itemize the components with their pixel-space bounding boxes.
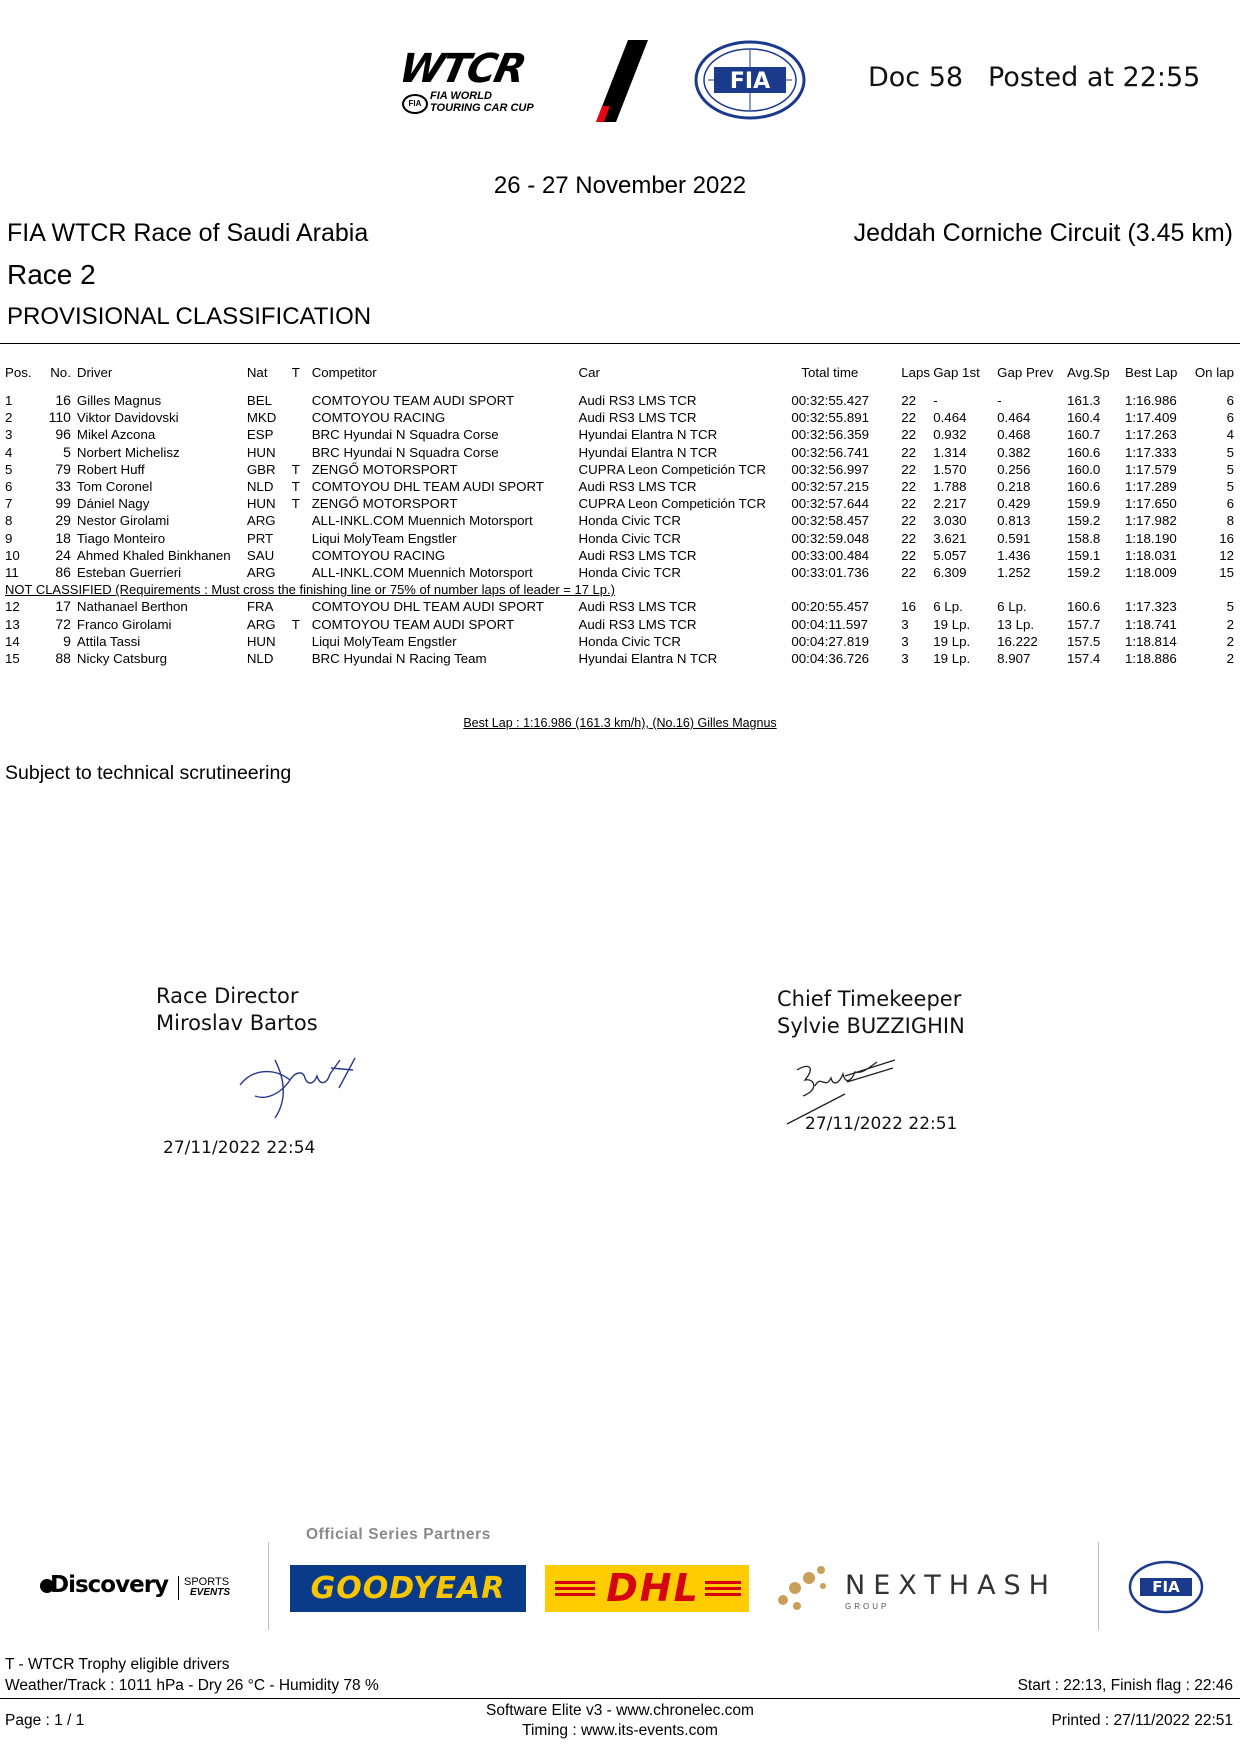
- cell-best-lap: 1:18.886: [1124, 651, 1177, 667]
- cell-nat: BEL: [246, 393, 272, 408]
- doc-number: Doc 58: [868, 62, 964, 93]
- cell-laps: 22: [901, 410, 917, 426]
- cell-on-lap: 5: [1226, 479, 1234, 495]
- cell-avg-speed: 157.5: [1067, 633, 1101, 649]
- trophy-note: T - WTCR Trophy eligible drivers: [5, 1656, 230, 1673]
- cell-t: [292, 530, 312, 547]
- partners-label: Official Series Partners: [306, 1526, 491, 1543]
- cell-driver: Robert Huff: [76, 461, 145, 477]
- cell-on-lap: 5: [1226, 599, 1234, 615]
- cell-competitor: COMTOYOU RACING: [311, 547, 446, 563]
- cell-laps: 16: [901, 599, 917, 615]
- cell-t: [292, 598, 312, 615]
- table-row: [0, 512, 1240, 529]
- nexthash-sub: GROUP: [845, 1602, 890, 1611]
- col-gap-1st: Gap 1st: [933, 365, 980, 380]
- col-total-time: Total time: [801, 365, 859, 380]
- col-nat: Nat: [246, 365, 268, 380]
- table-row: [0, 495, 1240, 512]
- fia-mini-badge: FIA: [402, 94, 428, 114]
- cell-competitor: BRC Hyundai N Squadra Corse: [311, 444, 499, 460]
- nexthash-wordmark: NEXTHASH: [845, 1570, 1057, 1601]
- cell-pos: 11: [5, 565, 19, 581]
- cell-avg-speed: 159.1: [1067, 547, 1101, 563]
- header-divider: [0, 343, 1240, 344]
- cell-gap-1st: 19 Lp.: [933, 651, 971, 667]
- weather-info: Weather/Track : 1011 hPa - Dry 26 °C - Humidity 78 %: [5, 1677, 379, 1694]
- cell-on-lap: 2: [1226, 651, 1234, 667]
- cell-total-time: 00:32:56.359: [791, 427, 870, 443]
- cell-pos: 5: [5, 461, 13, 477]
- cell-gap-prev: 1.252: [997, 565, 1031, 581]
- cell-no: 110: [48, 409, 71, 426]
- best-lap-summary: Best Lap : 1:16.986 (161.3 km/h), (No.16) Gilles Magnus: [463, 716, 777, 730]
- race-director-name: Miroslav Bartos: [156, 1011, 318, 1035]
- cell-competitor: BRC Hyundai N Racing Team: [311, 651, 487, 667]
- cell-avg-speed: 160.0: [1067, 461, 1101, 477]
- col-best-lap: Best Lap: [1124, 365, 1178, 380]
- cell-pos: 7: [5, 496, 13, 512]
- cell-gap-1st: 3.030: [933, 513, 967, 529]
- cell-car: Hyundai Elantra N TCR: [578, 427, 718, 443]
- col-driver: Driver: [76, 365, 113, 380]
- fia-logo: [694, 40, 806, 120]
- cell-pos: 9: [5, 530, 13, 546]
- cell-on-lap: 2: [1226, 616, 1234, 632]
- col-on-lap: On lap: [1194, 365, 1234, 380]
- cell-best-lap: 1:17.409: [1124, 410, 1177, 426]
- cell-t: [292, 650, 312, 667]
- cell-avg-speed: 159.2: [1067, 513, 1101, 529]
- classified-rows: [0, 392, 1240, 581]
- cell-nat: NLD: [246, 651, 274, 667]
- not-classified-header: [0, 581, 1240, 598]
- start-finish-times: Start : 22:13, Finish flag : 22:46: [1017, 1677, 1233, 1694]
- cell-competitor: Liqui MolyTeam Engstler: [311, 530, 457, 546]
- cell-gap-1st: 1.570: [933, 461, 967, 477]
- cell-best-lap: 1:17.333: [1124, 444, 1177, 460]
- timing-credit: Timing : www.its-events.com: [522, 1722, 718, 1739]
- race-director-title: Race Director: [156, 984, 299, 1008]
- cell-laps: 22: [901, 513, 917, 529]
- fia-footer-logo-text: FIA: [1152, 1578, 1180, 1596]
- col-t: T: [291, 365, 300, 380]
- cell-gap-prev: 1.436: [997, 547, 1031, 563]
- printed-time: Printed : 27/11/2022 22:51: [1051, 1712, 1233, 1729]
- fia-footer-logo: [1128, 1560, 1204, 1614]
- cell-gap-prev: 8.907: [997, 651, 1031, 667]
- cell-best-lap: 1:18.031: [1124, 547, 1177, 563]
- fia-logo-text: FIA: [729, 69, 771, 94]
- cell-on-lap: 4: [1226, 427, 1234, 443]
- table-row: [0, 444, 1240, 461]
- classification-title: PROVISIONAL CLASSIFICATION: [7, 303, 372, 330]
- discovery-sub-1: SPORTS: [184, 1576, 230, 1588]
- cell-avg-speed: 157.4: [1067, 651, 1101, 667]
- dhl-logo: [545, 1565, 749, 1612]
- table-row: [0, 633, 1240, 650]
- cell-competitor: COMTOYOU DHL TEAM AUDI SPORT: [311, 479, 544, 495]
- cell-gap-1st: 1.788: [933, 479, 967, 495]
- cell-best-lap: 1:18.741: [1124, 616, 1177, 632]
- event-dates: 26 - 27 November 2022: [493, 172, 747, 199]
- cell-t: [292, 444, 312, 461]
- cell-best-lap: 1:17.650: [1124, 496, 1177, 512]
- cell-competitor: Liqui MolyTeam Engstler: [311, 633, 457, 649]
- table-row: [0, 461, 1240, 478]
- cell-gap-prev: 6 Lp.: [997, 599, 1027, 615]
- col-gap-prev: Gap Prev: [997, 365, 1054, 380]
- cell-best-lap: 1:17.323: [1124, 599, 1177, 615]
- cell-competitor: COMTOYOU DHL TEAM AUDI SPORT: [311, 599, 544, 615]
- col-laps: Laps: [901, 365, 931, 380]
- cell-t: [292, 426, 312, 443]
- table-row: [0, 547, 1240, 564]
- cell-t: [292, 392, 312, 409]
- cell-gap-prev: -: [997, 393, 1002, 408]
- cell-laps: 22: [901, 565, 917, 581]
- cell-driver: Esteban Guerrieri: [76, 565, 182, 581]
- cell-best-lap: 1:17.579: [1124, 461, 1177, 477]
- discovery-wordmark: Discovery: [50, 1572, 169, 1598]
- cell-on-lap: 8: [1226, 513, 1234, 529]
- cell-best-lap: 1:16.986: [1124, 393, 1177, 408]
- cell-no: 79: [55, 460, 71, 477]
- cell-nat: ARG: [246, 565, 276, 581]
- cell-gap-prev: 16.222: [997, 633, 1038, 649]
- cell-car: Audi RS3 LMS TCR: [578, 410, 697, 426]
- cell-nat: HUN: [246, 444, 276, 460]
- cell-nat: PRT: [246, 530, 274, 546]
- cell-car: Audi RS3 LMS TCR: [578, 599, 697, 615]
- software-credit: Software Elite v3 - www.chronelec.com: [486, 1702, 754, 1719]
- cell-competitor: ALL-INKL.COM Muennich Motorsport: [311, 513, 533, 529]
- cell-no: 17: [55, 598, 71, 615]
- cell-laps: 22: [901, 444, 917, 460]
- partner-separator-right: [1098, 1542, 1099, 1630]
- cell-gap-1st: 0.464: [933, 410, 967, 426]
- wtcr-wordmark: WTCR: [395, 46, 529, 92]
- cell-t: [292, 633, 312, 650]
- cell-car: Audi RS3 LMS TCR: [578, 393, 697, 408]
- cell-t: [292, 564, 312, 581]
- cell-gap-prev: 0.468: [997, 427, 1031, 443]
- cell-gap-prev: 0.256: [997, 461, 1031, 477]
- cell-laps: 3: [901, 616, 909, 632]
- goodyear-logo: [290, 1565, 526, 1612]
- race-title: Race 2: [7, 259, 96, 290]
- cell-gap-1st: 5.057: [933, 547, 967, 563]
- cell-gap-1st: 2.217: [933, 496, 967, 512]
- cell-pos: 12: [5, 599, 20, 615]
- cell-nat: NLD: [246, 479, 274, 495]
- cell-gap-prev: 13 Lp.: [997, 616, 1035, 632]
- cell-gap-1st: 6 Lp.: [933, 599, 963, 615]
- cell-driver: Nathanael Berthon: [76, 599, 188, 615]
- cell-best-lap: 1:17.263: [1124, 427, 1177, 443]
- cell-gap-prev: 0.464: [997, 410, 1031, 426]
- cell-total-time: 00:04:27.819: [791, 633, 870, 649]
- wtcr-stripe-mark: [590, 38, 650, 124]
- cell-no: 16: [55, 392, 71, 408]
- goodyear-wordmark: GOODYEAR: [310, 1571, 506, 1606]
- cell-on-lap: 6: [1226, 496, 1234, 512]
- cell-competitor: BRC Hyundai N Squadra Corse: [311, 427, 499, 443]
- cell-no: 18: [55, 529, 71, 546]
- cell-nat: HUN: [246, 633, 276, 649]
- cell-laps: 3: [901, 651, 909, 667]
- cell-t: [292, 547, 312, 564]
- cell-best-lap: 1:17.982: [1124, 513, 1177, 529]
- cell-car: Hyundai Elantra N TCR: [578, 651, 718, 667]
- cell-gap-prev: 0.591: [997, 530, 1031, 546]
- cell-avg-speed: 159.2: [1067, 565, 1101, 581]
- cell-no: 5: [63, 443, 71, 460]
- cell-total-time: 00:33:00.484: [791, 547, 870, 563]
- table-row: [0, 478, 1240, 495]
- timekeeper-title: Chief Timekeeper: [777, 987, 962, 1011]
- cell-pos: 13: [5, 616, 20, 632]
- cell-car: Audi RS3 LMS TCR: [578, 479, 697, 495]
- cell-gap-prev: 0.218: [997, 479, 1031, 495]
- not-classified-label: NOT CLASSIFIED (Requirements : Must cross the finishing line or 75% of number laps of leader = 17 Lp.): [5, 582, 615, 598]
- cell-no: 88: [55, 650, 71, 667]
- cell-gap-1st: 1.314: [933, 444, 967, 460]
- circuit-name: Jeddah Corniche Circuit (3.45 km): [853, 219, 1233, 247]
- cell-total-time: 00:04:36.726: [791, 651, 870, 667]
- cell-car: Honda Civic TCR: [578, 565, 681, 581]
- discovery-divider: [178, 1576, 179, 1600]
- race-director-date: 27/11/2022 22:54: [163, 1138, 316, 1158]
- cell-t: T: [291, 616, 300, 632]
- cell-laps: 22: [901, 530, 917, 546]
- table-row: [0, 426, 1240, 443]
- cell-total-time: 00:32:55.427: [791, 393, 870, 408]
- cell-competitor: COMTOYOU TEAM AUDI SPORT: [311, 393, 515, 408]
- cell-no: 72: [55, 615, 71, 632]
- cell-pos: 14: [5, 633, 20, 649]
- dhl-wordmark: DHL: [606, 1566, 700, 1610]
- col-avg-speed: Avg.Sp: [1067, 365, 1110, 380]
- cell-gap-prev: 0.429: [997, 496, 1031, 512]
- cell-pos: 2: [5, 410, 13, 426]
- cell-nat: ARG: [246, 513, 276, 529]
- cell-pos: 3: [5, 427, 13, 443]
- cell-total-time: 00:32:55.891: [791, 410, 870, 426]
- cell-driver: Tom Coronel: [76, 479, 153, 495]
- cell-best-lap: 1:17.289: [1124, 479, 1177, 495]
- cell-total-time: 00:20:55.457: [791, 599, 870, 615]
- posted-time: Posted at 22:55: [988, 62, 1201, 93]
- dhl-stripes-right: [705, 1581, 741, 1584]
- table-header-row: [0, 364, 1240, 392]
- race-director-signature: [235, 1040, 365, 1122]
- cell-pos: 10: [5, 547, 20, 563]
- col-competitor: Competitor: [311, 365, 377, 380]
- not-classified-rows: [0, 598, 1240, 667]
- cell-avg-speed: 159.9: [1067, 496, 1101, 512]
- cell-laps: 22: [901, 496, 917, 512]
- cell-car: Audi RS3 LMS TCR: [578, 547, 697, 563]
- cell-competitor: ALL-INKL.COM Muennich Motorsport: [311, 565, 533, 581]
- cell-car: Hyundai Elantra N TCR: [578, 444, 718, 460]
- cell-on-lap: 6: [1226, 393, 1234, 408]
- cell-total-time: 00:33:01.736: [791, 565, 870, 581]
- cell-no: 86: [55, 564, 71, 581]
- cell-t: T: [291, 461, 300, 477]
- cell-laps: 22: [901, 393, 917, 408]
- cell-avg-speed: 161.3: [1067, 393, 1101, 408]
- cell-on-lap: 12: [1219, 547, 1234, 563]
- cell-driver: Mikel Azcona: [76, 427, 156, 443]
- cell-nat: MKD: [246, 410, 277, 426]
- wtcr-logo: [395, 46, 565, 118]
- cell-avg-speed: 160.6: [1067, 444, 1101, 460]
- cell-pos: 1: [5, 393, 13, 408]
- cell-on-lap: 2: [1226, 633, 1234, 649]
- cell-t: [292, 409, 312, 426]
- cell-no: 96: [55, 426, 71, 443]
- cell-pos: 8: [5, 513, 13, 529]
- cell-avg-speed: 160.7: [1067, 427, 1101, 443]
- event-title: FIA WTCR Race of Saudi Arabia: [7, 219, 369, 247]
- cell-laps: 22: [901, 427, 917, 443]
- cell-on-lap: 15: [1219, 565, 1234, 581]
- cell-competitor: ZENGŐ MOTORSPORT: [311, 496, 458, 512]
- cell-gap-1st: 19 Lp.: [933, 633, 971, 649]
- cell-no: 9: [63, 632, 71, 649]
- cell-driver: Ahmed Khaled Binkhanen: [76, 547, 231, 563]
- cell-nat: SAU: [246, 547, 275, 563]
- dhl-stripes: [555, 1581, 595, 1584]
- table-row: [0, 409, 1240, 426]
- cell-total-time: 00:32:58.457: [791, 513, 870, 529]
- cell-driver: Nestor Girolami: [76, 513, 170, 529]
- cell-car: Honda Civic TCR: [578, 633, 681, 649]
- table-row: [0, 650, 1240, 667]
- cell-pos: 6: [5, 479, 13, 495]
- cell-laps: 22: [901, 461, 917, 477]
- footer-divider: [0, 1698, 1240, 1699]
- scrutineering-note: Subject to technical scrutineering: [5, 762, 292, 784]
- cell-total-time: 00:04:11.597: [791, 616, 869, 632]
- timekeeper-date: 27/11/2022 22:51: [805, 1114, 958, 1134]
- cell-on-lap: 6: [1226, 410, 1234, 426]
- cell-laps: 22: [901, 547, 917, 563]
- cell-laps: 3: [901, 633, 909, 649]
- cell-total-time: 00:32:57.215: [791, 479, 870, 495]
- wtcr-sub-line-1: FIA WORLD: [430, 90, 492, 102]
- cell-driver: Nicky Catsburg: [76, 651, 168, 667]
- cell-driver: Norbert Michelisz: [76, 444, 180, 460]
- cell-competitor: COMTOYOU RACING: [311, 410, 446, 426]
- cell-pos: 15: [5, 651, 20, 667]
- cell-on-lap: 5: [1226, 444, 1234, 460]
- cell-car: Honda Civic TCR: [578, 530, 681, 546]
- cell-best-lap: 1:18.009: [1124, 565, 1177, 581]
- cell-avg-speed: 157.7: [1067, 616, 1101, 632]
- cell-gap-1st: -: [933, 393, 938, 408]
- cell-car: Audi RS3 LMS TCR: [578, 616, 697, 632]
- cell-avg-speed: 160.6: [1067, 599, 1101, 615]
- cell-best-lap: 1:18.190: [1124, 530, 1177, 546]
- cell-gap-prev: 0.813: [997, 513, 1031, 529]
- cell-driver: Dániel Nagy: [76, 496, 150, 512]
- cell-car: CUPRA Leon Competición TCR: [578, 461, 766, 477]
- page-number: Page : 1 / 1: [5, 1712, 85, 1729]
- cell-car: CUPRA Leon Competición TCR: [578, 496, 766, 512]
- table-row: [0, 564, 1240, 581]
- wtcr-sub-line-2: TOURING CAR CUP: [430, 102, 534, 114]
- cell-avg-speed: 158.8: [1067, 530, 1101, 546]
- cell-driver: Franco Girolami: [76, 616, 172, 632]
- col-no: No.: [50, 365, 71, 380]
- cell-gap-1st: 19 Lp.: [933, 616, 971, 632]
- cell-gap-1st: 6.309: [933, 565, 967, 581]
- cell-competitor: COMTOYOU TEAM AUDI SPORT: [311, 616, 515, 632]
- cell-nat: ESP: [246, 427, 274, 443]
- cell-car: Honda Civic TCR: [578, 513, 681, 529]
- cell-avg-speed: 160.4: [1067, 410, 1101, 426]
- discovery-sub-2: EVENTS: [190, 1587, 231, 1598]
- cell-no: 29: [55, 512, 71, 529]
- cell-total-time: 00:32:56.997: [791, 461, 870, 477]
- cell-no: 33: [55, 478, 71, 495]
- cell-no: 99: [55, 495, 71, 512]
- cell-t: T: [291, 479, 300, 495]
- cell-gap-1st: 3.621: [933, 530, 967, 546]
- results-table: [0, 364, 1240, 667]
- cell-driver: Viktor Davidovski: [76, 410, 179, 426]
- cell-driver: Attila Tassi: [76, 633, 141, 649]
- cell-on-lap: 5: [1226, 461, 1234, 477]
- cell-pos: 4: [5, 444, 13, 460]
- cell-on-lap: 16: [1219, 530, 1234, 546]
- cell-avg-speed: 160.6: [1067, 479, 1101, 495]
- cell-laps: 22: [901, 479, 917, 495]
- cell-competitor: ZENGŐ MOTORSPORT: [311, 461, 458, 477]
- nexthash-mark-icon: [775, 1562, 835, 1614]
- cell-driver: Gilles Magnus: [76, 393, 162, 408]
- table-row: [0, 616, 1240, 633]
- cell-best-lap: 1:18.814: [1124, 633, 1177, 649]
- col-car: Car: [578, 365, 600, 380]
- timekeeper-name: Sylvie BUZZIGHIN: [777, 1014, 965, 1038]
- cell-driver: Tiago Monteiro: [76, 530, 166, 546]
- nexthash-logo: [775, 1558, 1075, 1618]
- col-pos: Pos.: [5, 365, 32, 380]
- cell-no: 24: [55, 546, 71, 563]
- cell-t: T: [291, 496, 300, 512]
- cell-gap-1st: 0.932: [933, 427, 967, 443]
- discovery-logo: [40, 1572, 240, 1612]
- cell-total-time: 00:32:59.048: [791, 530, 870, 546]
- table-row: [0, 392, 1240, 409]
- table-row: [0, 598, 1240, 615]
- table-row: [0, 530, 1240, 547]
- cell-total-time: 00:32:57.644: [791, 496, 870, 512]
- cell-nat: GBR: [246, 461, 276, 477]
- cell-total-time: 00:32:56.741: [791, 444, 870, 460]
- cell-nat: FRA: [246, 599, 274, 615]
- cell-nat: ARG: [246, 616, 276, 632]
- cell-gap-prev: 0.382: [997, 444, 1031, 460]
- cell-t: [292, 512, 312, 529]
- cell-nat: HUN: [246, 496, 276, 512]
- partner-separator-left: [268, 1542, 269, 1630]
